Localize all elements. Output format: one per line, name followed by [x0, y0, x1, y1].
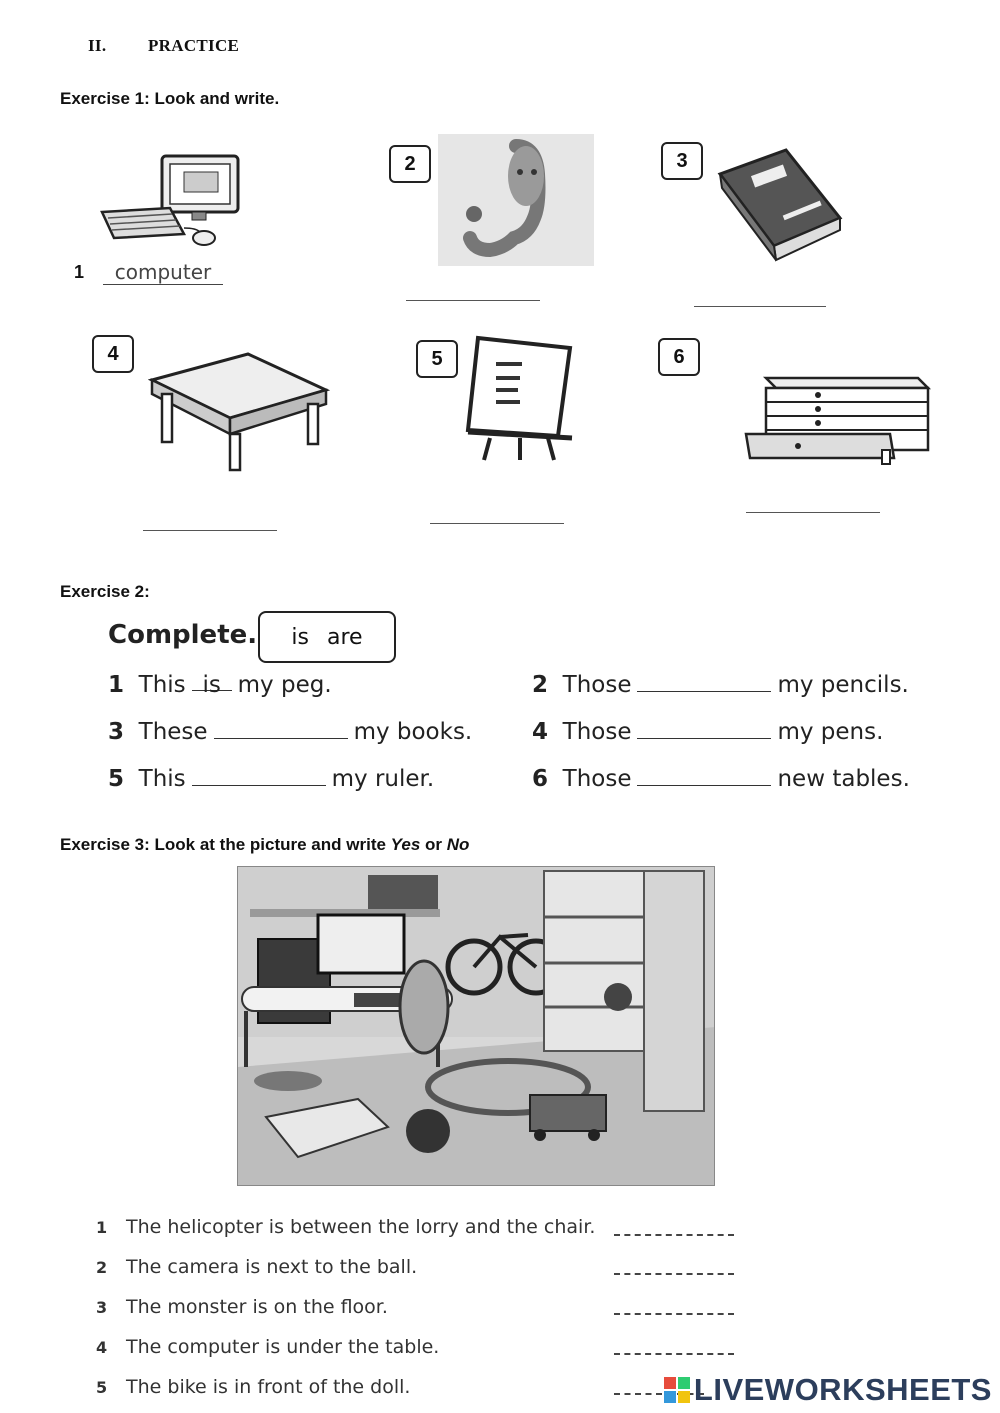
exercise2-answer-4[interactable] — [637, 720, 771, 739]
exercise2-sentence: 6 Those new tables. — [532, 766, 910, 792]
board-icon — [464, 334, 574, 462]
exercise2-answer-3[interactable] — [214, 720, 348, 739]
exercise3-answer-2[interactable] — [614, 1273, 734, 1275]
exercise3-answer-1[interactable] — [614, 1234, 734, 1236]
drawers-icon — [742, 372, 932, 474]
exercise3-question: 3 The monster is on the floor. — [96, 1296, 388, 1318]
word-box — [258, 611, 396, 663]
liveworksheets-brand: LIVEWORKSHEETS — [693, 1372, 992, 1407]
exercise2-sentence: 2 Those my pencils. — [532, 672, 909, 698]
exercise1-item-number: 1 — [74, 262, 85, 282]
exercise1-number-box: 3 — [661, 142, 703, 180]
exercise1-number-box: 5 — [416, 340, 458, 378]
exercise1-answer-1[interactable]: computer — [103, 260, 223, 285]
section-label: PRACTICE — [148, 36, 240, 55]
exercise2-sentence: 3 These my books. — [108, 719, 473, 745]
word-option: are — [327, 624, 363, 650]
exercise3-question: 2 The camera is next to the ball. — [96, 1256, 418, 1278]
bedroom-scene-illustration — [238, 867, 715, 1186]
exercise2-heading: Exercise 2: — [60, 582, 150, 601]
section-title — [88, 36, 239, 56]
liveworksheets-logo-icon — [664, 1377, 690, 1403]
exercise1-answer-5[interactable] — [430, 523, 564, 524]
exercise2-answer-1[interactable]: is — [192, 672, 232, 691]
exercise1-answer-6[interactable] — [746, 512, 880, 513]
exercise1-number-box: 2 — [389, 145, 431, 183]
exercise2-answer-6[interactable] — [637, 767, 771, 786]
liveworksheets-logo[interactable] — [664, 1372, 992, 1408]
exercise1-heading: Exercise 1: Look and write. — [60, 89, 280, 108]
exercise2-answer-2[interactable] — [637, 673, 771, 692]
exercise3-heading: Exercise 3: Look at the picture and write Yes or No — [60, 835, 470, 854]
exercise1-answer-4[interactable] — [143, 530, 277, 531]
exercise2-instruction: Complete. — [108, 620, 258, 650]
section-number: II. — [88, 36, 107, 55]
bedroom-picture — [237, 866, 715, 1186]
exercise1-number-box: 4 — [92, 335, 134, 373]
exercise3-question: 4 The computer is under the table. — [96, 1336, 440, 1358]
book-icon — [716, 146, 844, 264]
exercise2-sentence: 5 This my ruler. — [108, 766, 435, 792]
exercise2-sentence: 1 This is my peg. — [108, 672, 332, 698]
exercise2-answer-5[interactable] — [192, 767, 326, 786]
exercise3-question: 5 The bike is in front of the doll. — [96, 1376, 411, 1398]
computer-icon — [100, 150, 250, 250]
exercise2-sentence: 4 Those my pens. — [532, 719, 884, 745]
word-option: is — [291, 624, 309, 650]
exercise3-answer-3[interactable] — [614, 1313, 734, 1315]
exercise3-answer-4[interactable] — [614, 1353, 734, 1355]
exercise1-answer-2[interactable] — [406, 300, 540, 301]
coat-hook-icon — [438, 134, 594, 266]
exercise3-question: 1 The helicopter is between the lorry and the chair. — [96, 1216, 596, 1238]
table-icon — [148, 350, 330, 474]
exercise1-number-box: 6 — [658, 338, 700, 376]
exercise1-answer-3[interactable] — [694, 306, 826, 307]
